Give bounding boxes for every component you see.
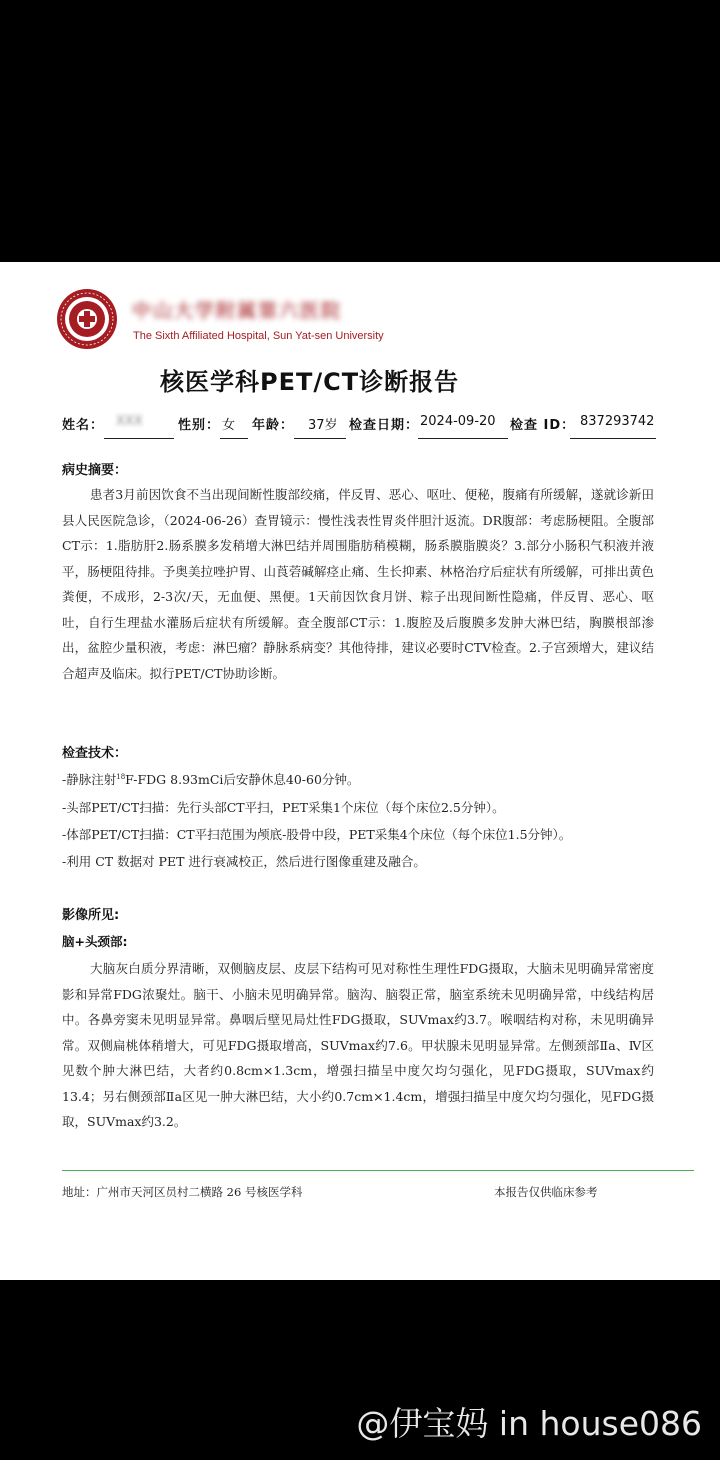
exam-id-underline [570, 438, 656, 439]
age-value: 37岁 [308, 418, 338, 433]
footer-note: 本报告仅供临床参考 [494, 1185, 598, 1199]
technique-line-2: -头部PET/CT扫描：先行头部CT平扫，PET采集1个床位（每个床位2.5分钟）。 [62, 800, 505, 815]
footer-divider [62, 1170, 694, 1171]
exam-date-underline [418, 438, 508, 439]
technique-line-3: -体部PET/CT扫描：CT平扫范围为颅底-股骨中段，PET采集4个床位（每个床位1.5分钟）。 [62, 827, 572, 842]
technique-line-1: -静脉注射$^{18}$F-FDG 8.93mCi后安静休息40-60分钟。 [62, 772, 360, 787]
exam-id-label: 检查 ID： [510, 418, 576, 433]
technique-line-4: -利用 CT 数据对 PET 进行衰减校正，然后进行图像重建及融合。 [62, 854, 426, 869]
watermark: @伊宝妈 in house086 [356, 1404, 702, 1443]
age-label: 年龄： [252, 418, 295, 433]
gender-value: 女 [222, 418, 236, 433]
hospital-name-en: The Sixth Affiliated Hospital, Sun Yat-sen University [133, 330, 384, 342]
name-label: 姓名： [62, 418, 105, 433]
patient-info-row [0, 412, 720, 442]
technique-heading: 检查技术： [62, 746, 128, 761]
isotope-superscript: 18 [116, 772, 126, 781]
hospital-name-cn: 中山大学附属第六医院 [132, 300, 343, 322]
name-underline [104, 438, 174, 439]
name-value: XXX [116, 414, 143, 429]
exam-date-label: 检查日期： [349, 418, 420, 433]
report-title: 核医学科PET/CT诊断报告 [160, 368, 460, 396]
findings-text: 大脑灰白质分界清晰，双侧脑皮层、皮层下结构可见对称性生理性FDG摄取，大脑未见明确异常密度影和异常FDG浓聚灶。脑干、小脑未见明确异常。脑沟、脑裂正常，脑室系统未见明确异常，中线结构居中。各鼻旁窦未见明显异常。鼻咽后壁见局灶性FDG摄取，SUVmax约3.7。喉咽结构对称，未见明确异常。双侧扁桃体稍增大，可见FDG摄取增高，SUVmax约7.6。甲状腺未见明显异常。左侧颈部Ⅱa、Ⅳ区见数个肿大淋巴结，大者约0.8cm×1.3cm，增强扫描呈中度欠均匀强化，见FDG摄取，SUVmax约13.4；另右侧颈部Ⅱa区见一肿大淋巴结，大小约0.7cm×1.4cm，增强扫描呈中度欠均匀强化，见FDG摄取，SUVmax约3.2。 [62, 961, 654, 1129]
gender-underline [220, 438, 248, 439]
age-underline [294, 438, 346, 439]
hospital-logo-icon [56, 288, 118, 350]
footer-address: 地址：广州市天河区员村二横路 26 号核医学科 [62, 1185, 303, 1199]
report-page [0, 262, 720, 1280]
exam-date-value: 2024-09-20 [420, 414, 496, 429]
history-heading: 病史摘要： [62, 463, 128, 478]
findings-subheading: 脑+头颈部: [62, 934, 128, 949]
findings-heading: 影像所见: [62, 908, 120, 923]
history-text: 患者3月前因饮食不当出现间断性腹部绞痛，伴反胃、恶心、呕吐、便秘，腹痛有所缓解，遂就诊新田县人民医院急诊，（2024-06-26）查胃镜示：慢性浅表性胃炎伴胆汁返流。DR腹部：考虑肠梗阻。全腹部CT示：1.脂肪肝2.肠系膜多发稍增大淋巴结并周围脂肪稍模糊，肠系膜脂膜炎？3.部分小肠积气积液并液平，肠梗阻待排。予奥美拉唑护胃、山莨菪碱解痉止痛、生长抑素、林格治疗后症状有所缓解，可排出黄色粪便，不成形，2-3次/天，无血便、黑便。1天前因饮食月饼、粽子出现间断性隐痛，伴反胃、恶心、呕吐，自行生理盐水灌肠后症状有所缓解。查全腹部CT示：1.腹腔及后腹膜多发肿大淋巴结，胸膜根部渗出，盆腔少量积液，考虑：淋巴瘤？静脉系病变？其他待排，建议必要时CTV检查。2.子宫颈增大，建议结合超声及临床。拟行PET/CT协助诊断。 [62, 487, 654, 681]
exam-id-value: 837293742 [580, 414, 655, 429]
gender-label: 性别： [178, 418, 221, 433]
